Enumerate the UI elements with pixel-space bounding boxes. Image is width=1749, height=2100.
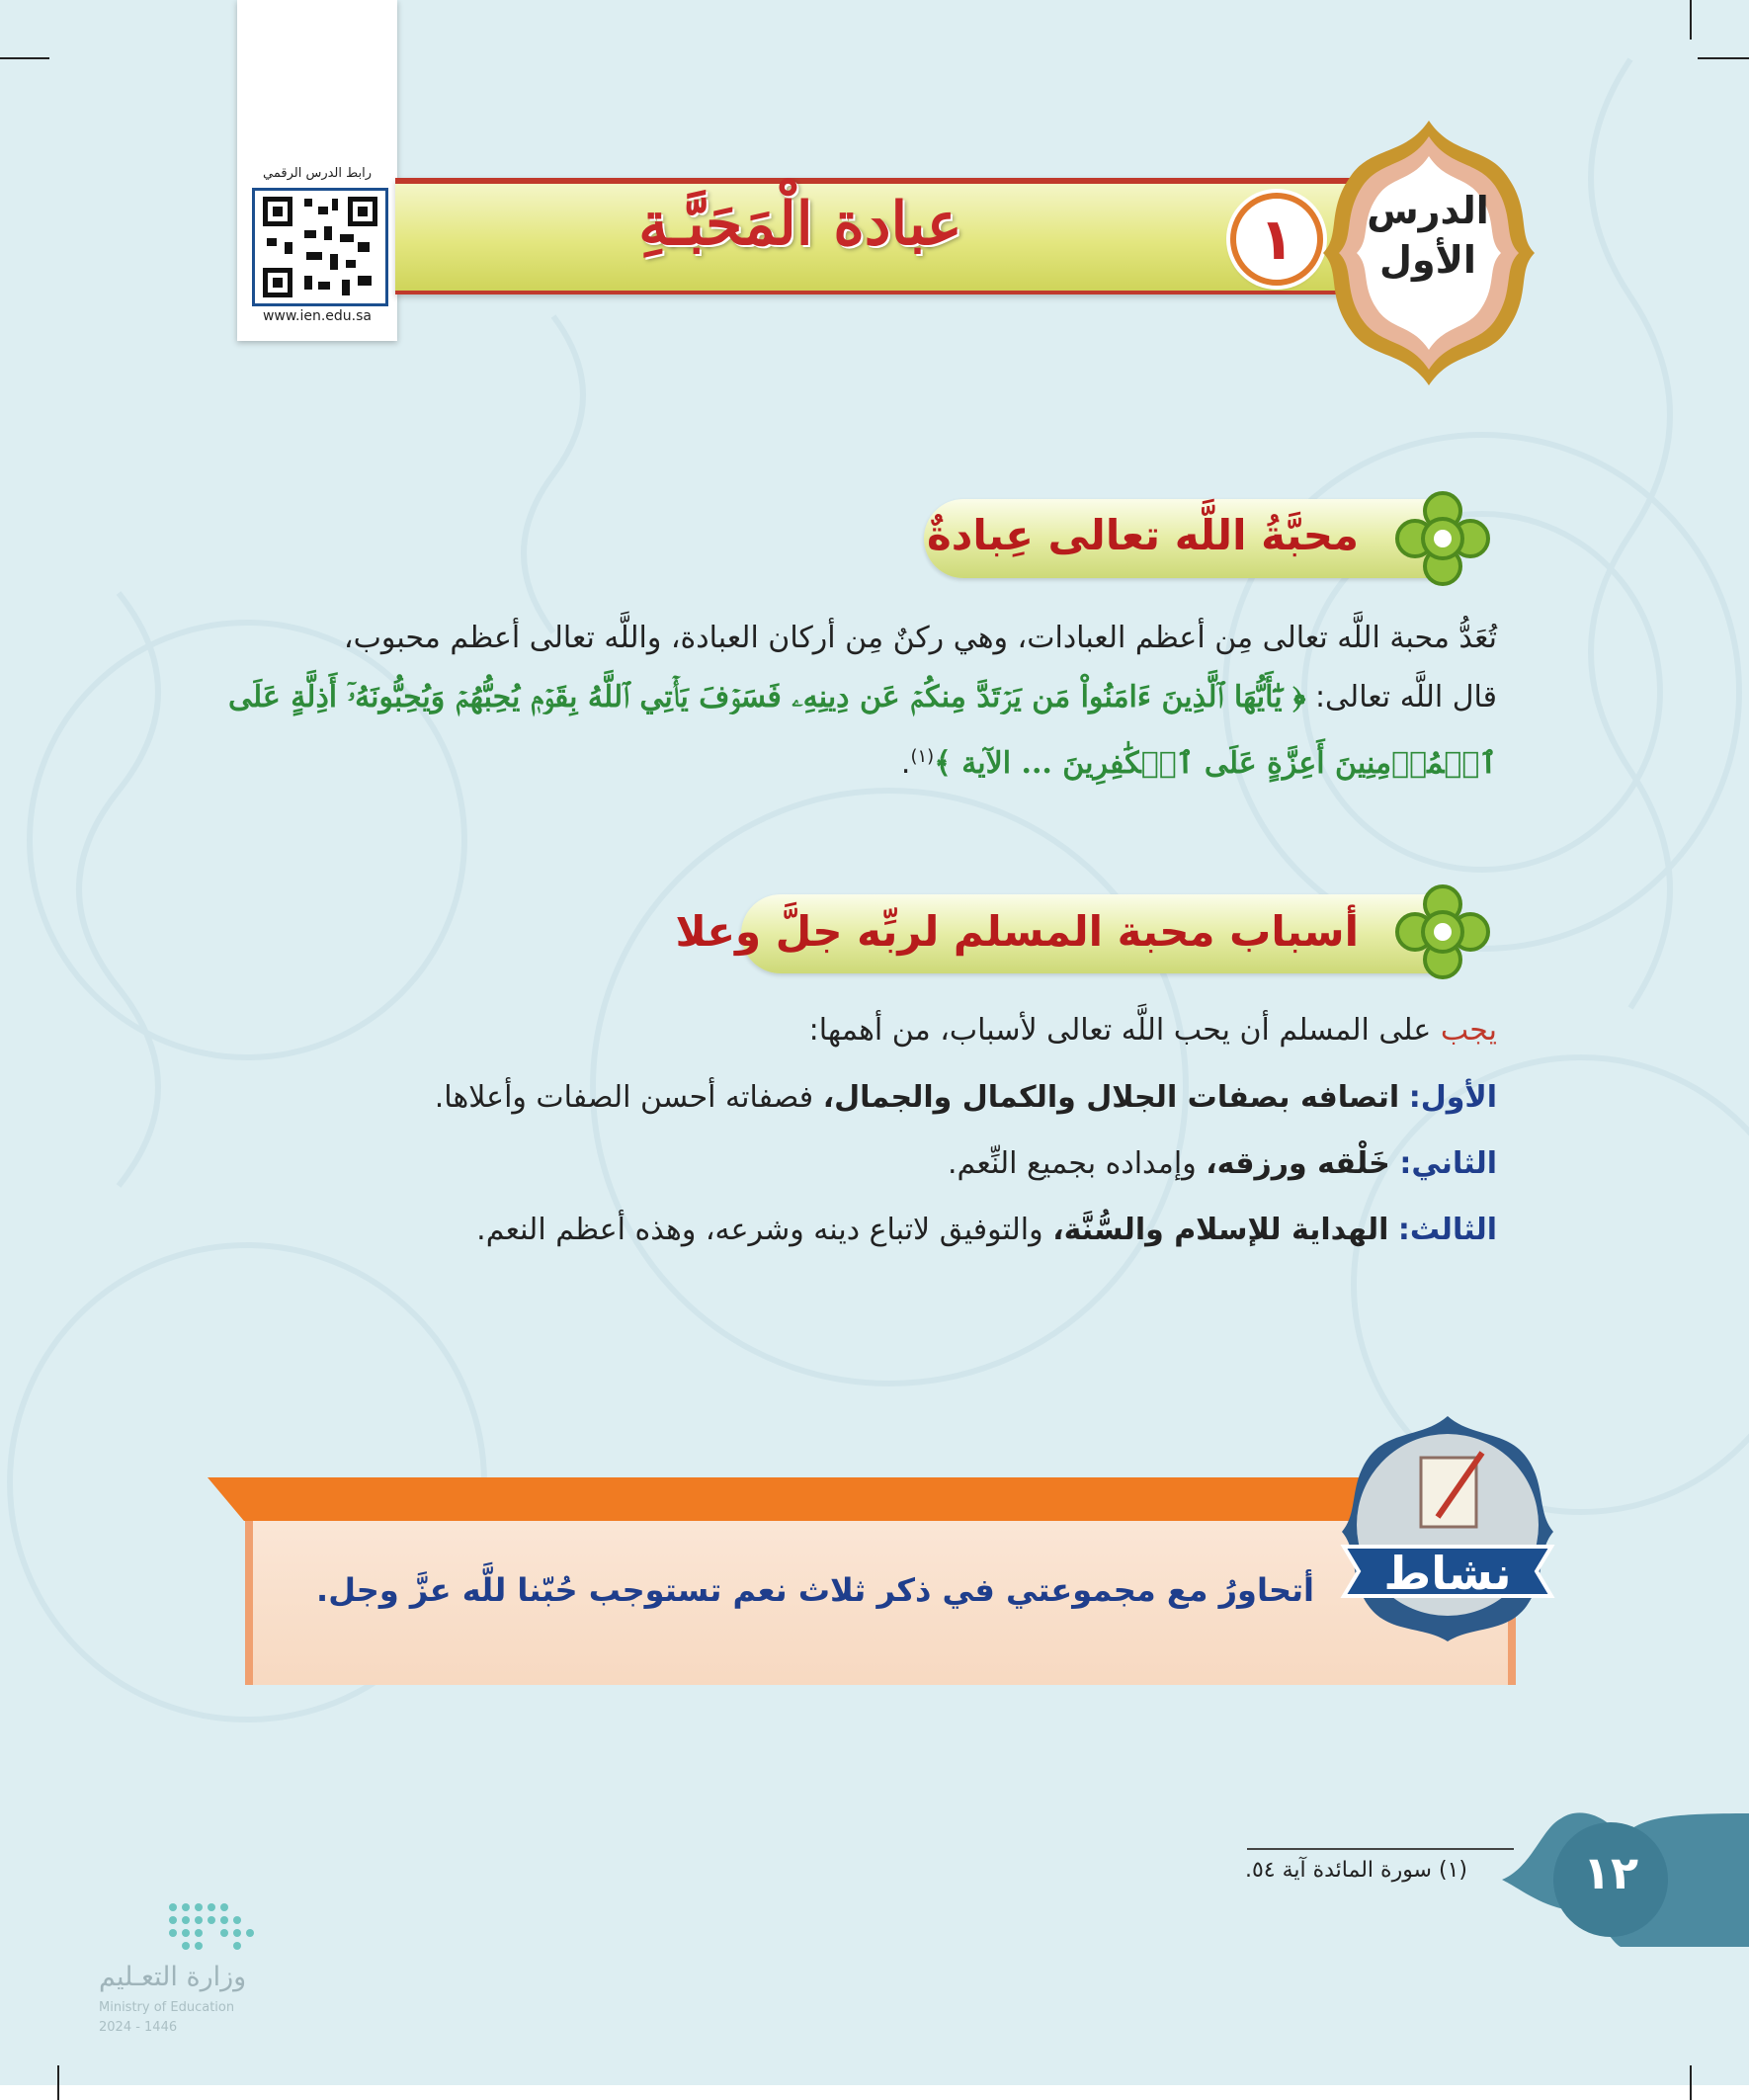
reason-lead: الأول:	[1408, 1080, 1497, 1115]
section1-line1: تُعَدُّ محبة اللَّه تعالى مِن أعظم العبادات، وهي ركنٌ مِن أركان العبادة، واللَّه تعالى أعظم محبوب،	[343, 621, 1497, 655]
intro-keyword: يجب	[1440, 1013, 1497, 1048]
qr-card[interactable]	[237, 0, 397, 341]
footnote: (١) سورة المائدة آية ٥٤.	[1244, 1858, 1467, 1883]
crop-mark	[1690, 2065, 1692, 2100]
footnote-divider	[1247, 1848, 1514, 1850]
ornament-knot-icon	[1393, 882, 1492, 981]
qr-url[interactable]: www.ien.edu.sa	[262, 308, 373, 324]
ministry-year: 2024 - 1446	[99, 2020, 178, 2035]
activity-badge-icon	[1334, 1408, 1561, 1645]
verse-text2: ٱلۡمُؤۡمِنِينَ أَعِزَّةٍ عَلَى ٱلۡكَٰفِرِينَ ... الآية ﴾	[934, 746, 1497, 781]
section1-verse-line2: ٱلۡمُؤۡمِنِينَ أَعِزَّةٍ عَلَى ٱلۡكَٰفِرِينَ ... الآية ﴾$^{(١)}$.	[900, 746, 1497, 781]
badge-line1: الدرس	[1367, 189, 1489, 232]
crop-mark	[0, 57, 49, 59]
crop-mark	[1698, 57, 1749, 59]
section2-heading: أسباب محبة المسلم لربِّه جلَّ وعلا	[675, 907, 1359, 956]
ministry-name-ar: وزارة التعـليم	[99, 1962, 247, 1992]
lesson-badge-label	[1354, 186, 1502, 285]
reason-lead: الثاني:	[1399, 1146, 1497, 1181]
section1-verse-line1	[228, 680, 1497, 714]
activity-badge-label: نشاط	[1383, 1547, 1512, 1600]
reason-item	[435, 1080, 1497, 1115]
reason-item	[948, 1146, 1497, 1181]
reason-bold: خَلْقه ورزقه،	[1206, 1146, 1390, 1181]
reason-item	[476, 1213, 1497, 1247]
page-number: ١٢	[1582, 1846, 1639, 1899]
verse-text1: ﴿ يَٰٓأَيُّهَا ٱلَّذِينَ ءَامَنُواْ مَن يَرۡتَدَّ مِنكُمۡ عَن دِينِهِۦ فَسَوۡفَ يَأۡتِي ٱللَّهُ بِقَوۡمٖ يُحِبُّهُمۡ وَيُحِبُّونَهُۥٓ أَذِلَّةٍ عَلَى	[227, 680, 1306, 714]
reason-lead: الثالث:	[1397, 1213, 1497, 1247]
qr-caption: رابط الدرس الرقمي	[263, 166, 372, 181]
activity-flap	[208, 1477, 1423, 1521]
badge-line2: الأول	[1379, 238, 1476, 282]
lesson-title: عبادة الْمَحَبَّـةِ	[638, 190, 962, 259]
activity-text: أتحاورُ مع مجموعتي في ذكر ثلاث نعم تستوجب حُبّنا للَّه عزَّ وجل.	[316, 1571, 1314, 1609]
ministry-name-en: Ministry of Education	[99, 2000, 235, 2015]
reason-bold: اتصافه بصفات الجلال والكمال والجمال،	[822, 1080, 1400, 1115]
lesson-number: ١	[1230, 193, 1323, 286]
crop-mark	[57, 2065, 59, 2100]
footnote-ref: (١)	[910, 746, 935, 767]
reason-rest: وإمداده بجميع النِّعم.	[947, 1146, 1197, 1181]
reason-rest: فصفاته أحسن الصفات وأعلاها.	[434, 1080, 814, 1115]
qr-code-icon[interactable]	[252, 188, 388, 306]
intro-text: على المسلم أن يحب اللَّه تعالى لأسباب، من أهمها:	[808, 1013, 1432, 1048]
ornament-knot-icon	[1393, 489, 1492, 588]
section2-intro	[809, 1013, 1497, 1048]
section1-heading: محبَّةُ اللَّه تعالى عِبادةٌ	[926, 511, 1359, 559]
reason-bold: الهداية للإسلام والسُّنَّة،	[1052, 1213, 1389, 1247]
reason-rest: والتوفيق لاتباع دينه وشرعه، وهذه أعظم النعم.	[476, 1213, 1043, 1247]
crop-mark	[1690, 0, 1692, 40]
verse-intro: قال اللَّه تعالى:	[1314, 680, 1497, 714]
